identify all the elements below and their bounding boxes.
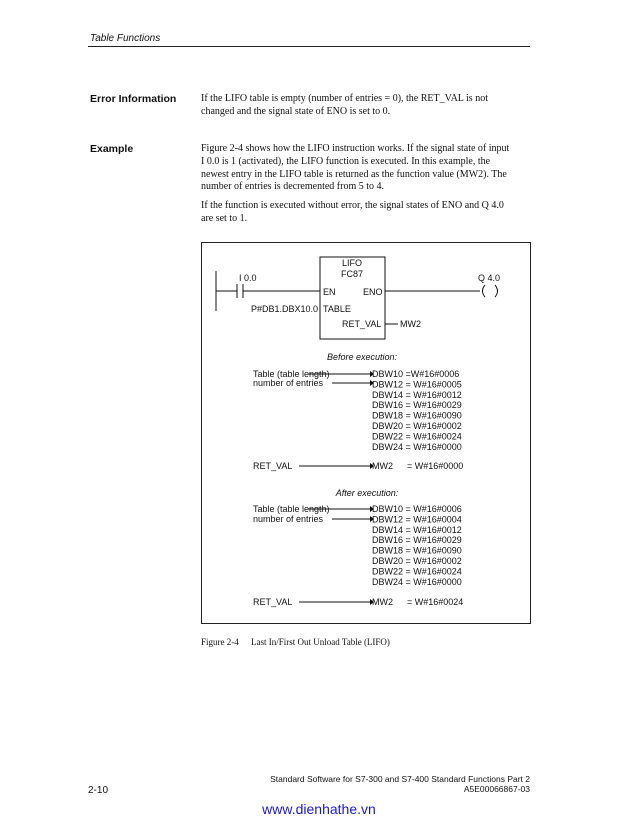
table-entry: DBW22 = W#16#0024 xyxy=(372,566,462,577)
text-line: If the function is executed without error, the signal states of ENO and Q 4.0 xyxy=(201,200,504,211)
retval-value-before: = W#16#0000 xyxy=(407,461,464,471)
coil-left-arc xyxy=(483,285,486,297)
table-entry: DBW14 = W#16#0012 xyxy=(372,389,462,400)
retval-parameter: MW2 xyxy=(400,319,421,329)
section-label-example: Example xyxy=(90,143,134,155)
retval-target-before: MW2 xyxy=(372,461,393,471)
watermark-link[interactable]: www.dienhathe.vn xyxy=(262,801,376,817)
block-name: LIFO xyxy=(341,258,363,268)
table-entry: DBW12 = W#16#0005 xyxy=(372,379,462,390)
table-entry: DBW20 = W#16#0002 xyxy=(372,556,462,566)
text-line: newest entry in the LIFO table is returned as the function value (MW2). The xyxy=(201,168,507,180)
text-line: changed and the signal state of ENO is set to 0. xyxy=(201,105,391,117)
text-line: If the LIFO table is empty (number of entries = 0), the RET_VAL is not xyxy=(201,93,488,104)
table-parameter: P#DB1.DBX10.0 xyxy=(250,304,318,314)
footer-line-1: Standard Software for S7-300 and S7-400 Standard Functions Part 2 xyxy=(270,774,530,784)
section-label-error-information: Error Information xyxy=(90,93,177,105)
pin-table: TABLE xyxy=(323,304,351,314)
table-entry: DBW10 =W#16#0006 xyxy=(372,369,460,379)
table-entry: DBW10 = W#16#0006 xyxy=(372,504,462,514)
table-entry: DBW16 = W#16#0029 xyxy=(372,400,462,411)
pin-retval: RET_VAL xyxy=(342,319,382,329)
text-line: are set to 1. xyxy=(201,212,248,224)
table-entry: DBW24 = W#16#0000 xyxy=(372,576,462,587)
before-title: Before execution: xyxy=(326,352,398,362)
retval-target-after: MW2 xyxy=(372,597,393,607)
example-paragraph-1 xyxy=(201,143,529,194)
page-number: 2-10 xyxy=(88,785,109,796)
label-number-of-entries: number of entries xyxy=(253,514,324,524)
caption-number: Figure 2-4 xyxy=(201,637,239,647)
text-line: number of entries is decremented from 5 to 4. xyxy=(201,181,384,193)
error-information-paragraph xyxy=(201,93,529,119)
header-rule xyxy=(88,46,530,47)
table-entry: DBW12 = W#16#0004 xyxy=(372,514,462,525)
contact-address: I 0.0 xyxy=(239,273,257,283)
table-entry: DBW24 = W#16#0000 xyxy=(372,441,462,452)
pin-eno: ENO xyxy=(363,287,383,297)
label-table-length: Table (table length) xyxy=(253,369,330,379)
table-entry: DBW18 = W#16#0090 xyxy=(372,545,462,556)
text-line: Figure 2-4 shows how the LIFO instruction works. If the signal state of input xyxy=(201,143,510,154)
table-entry: DBW18 = W#16#0090 xyxy=(372,410,462,421)
coil-right-arc xyxy=(495,285,498,297)
footer-line-2: A5E00066867-03 xyxy=(463,784,530,794)
table-entry: DBW22 = W#16#0024 xyxy=(372,431,462,442)
after-values xyxy=(372,504,462,587)
pin-en: EN xyxy=(323,287,336,297)
retval-label-before: RET_VAL xyxy=(253,461,293,471)
after-title: After execution: xyxy=(335,488,399,498)
figure-caption xyxy=(201,637,390,647)
before-values xyxy=(372,369,462,452)
example-paragraph-2 xyxy=(201,200,529,226)
text-line: I 0.0 is 1 (activated), the LIFO function is executed. In this example, the xyxy=(201,155,491,167)
coil-address: Q 4.0 xyxy=(478,273,501,283)
block-number: FC87 xyxy=(340,269,364,279)
retval-label-after: RET_VAL xyxy=(253,597,293,607)
table-entry: DBW14 = W#16#0012 xyxy=(372,524,462,535)
label-number-of-entries: number of entries xyxy=(253,378,324,388)
footer-text xyxy=(200,774,530,794)
retval-value-after: = W#16#0024 xyxy=(407,597,464,607)
table-entry: DBW20 = W#16#0002 xyxy=(372,421,462,431)
figure-box xyxy=(201,242,531,624)
page-header-title: Table Functions xyxy=(90,33,161,44)
lifo-diagram xyxy=(202,243,532,625)
table-entry: DBW16 = W#16#0029 xyxy=(372,535,462,546)
caption-text: Last In/First Out Unload Table (LIFO) xyxy=(251,637,390,647)
label-table-length: Table (table length) xyxy=(253,504,330,514)
